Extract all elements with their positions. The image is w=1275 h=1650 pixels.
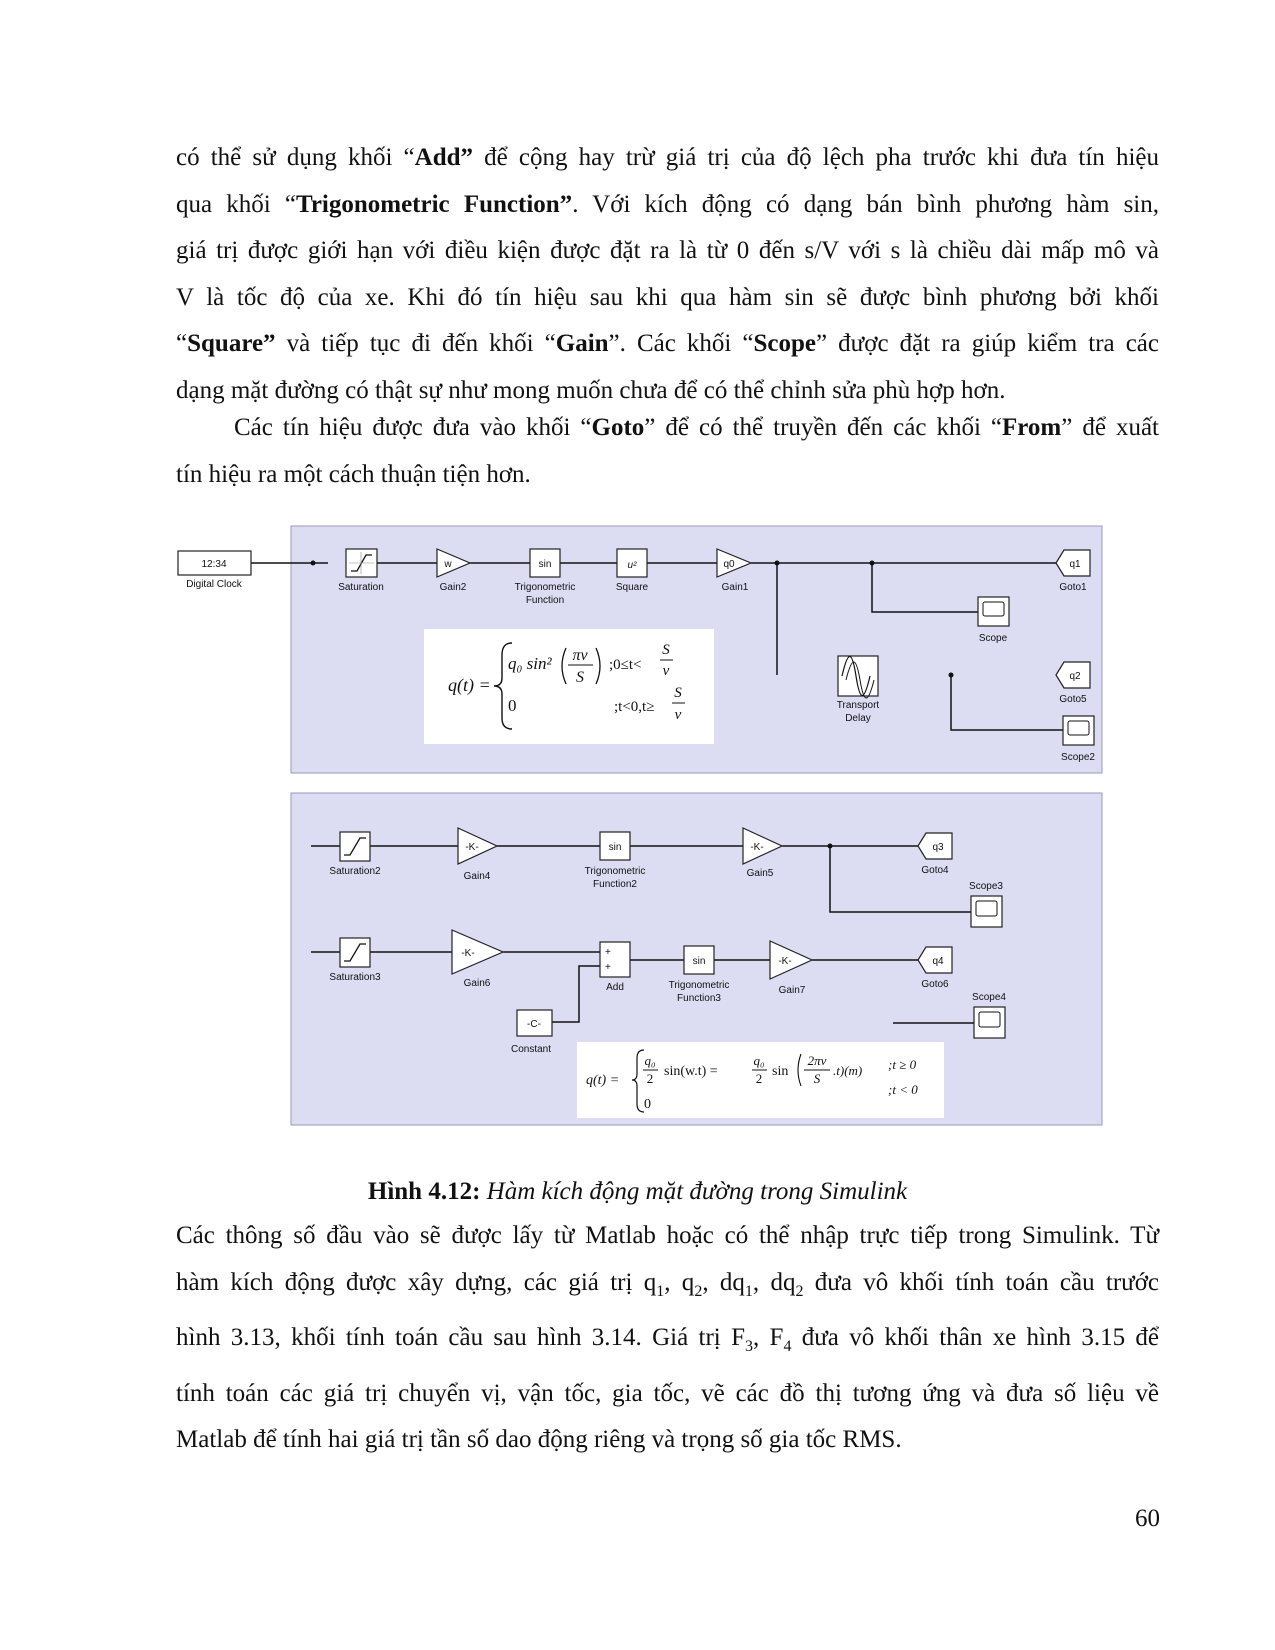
eq2-c1-tail: .t)(m) (833, 1063, 863, 1078)
text-run: Các thông số đầu vào sẽ được lấy từ Matlab hoặc có thể nhập trực tiếp trong Simulink. Từ (176, 1222, 1159, 1249)
subscript: 2 (694, 1282, 703, 1300)
page-number: 60 (1135, 1505, 1160, 1532)
simulink-diagram-2 (291, 793, 1102, 1125)
saturation2-label: Saturation2 (329, 866, 381, 877)
trig-function2-text: sin (608, 842, 622, 853)
figure-caption (0, 1178, 1275, 1206)
gain7-value: -K- (778, 956, 792, 967)
text-run: đưa vô khối tính toán cầu trước (803, 1268, 1160, 1296)
eq2-c1a-den: 2 (646, 1071, 654, 1086)
eq1-cond1-den: v (662, 663, 670, 679)
text-run: , dq (752, 1268, 796, 1296)
eq2-frac-den: S (813, 1071, 821, 1086)
text-line (176, 1417, 1159, 1464)
add-plus-1: + (605, 947, 611, 958)
goto5-label: Goto5 (1059, 694, 1087, 705)
branch-point (311, 561, 316, 566)
bold-term: Scope (753, 330, 817, 357)
trig-function-label-2: Function (525, 595, 565, 606)
digital-clock-display: 12:34 (201, 559, 227, 570)
text-run: đưa vô khối thân xe hình 3.15 để (791, 1324, 1159, 1351)
trig-function2-label-2: Function2 (593, 879, 637, 890)
eq2-frac-num: 2πv (807, 1053, 827, 1068)
transport-delay-block[interactable] (838, 656, 878, 696)
bold-term: Square” (187, 330, 276, 357)
bold-term: Goto (591, 414, 645, 441)
goto6-label: Goto6 (921, 979, 949, 990)
paragraph-3 (176, 1213, 1159, 1464)
caption-text: Hàm kích động mặt đường trong Simulink (480, 1178, 908, 1205)
eq1-case2-cond: ;t<0,t≥ (614, 699, 655, 715)
subscript: 1 (656, 1282, 665, 1300)
add-label: Add (606, 982, 624, 993)
text-run: ”. Các khối “ (608, 330, 754, 357)
subscript: 3 (744, 1338, 753, 1355)
square-text: u² (627, 560, 637, 571)
transport-delay-label-2: Delay (845, 713, 871, 724)
scope3-screen-icon (976, 901, 997, 916)
text-run: và tiếp tục đi đến khối “ (275, 330, 556, 357)
eq2-c1b-fn: sin (772, 1064, 789, 1079)
text-line (176, 1315, 1159, 1371)
text-run: tín hiệu ra một cách thuận tiện hơn. (176, 460, 531, 488)
eq2-c1-cond: ;t ≥ 0 (888, 1057, 917, 1072)
text-run: dạng mặt đường có thật sự như mong muốn chưa để có thể chỉnh sửa phù hợp hơn. (176, 376, 1006, 404)
eq1-lhs: q(t) = (448, 675, 491, 695)
eq1-case1-coef: q₀ sin² (508, 654, 552, 673)
gain2-label: Gain2 (439, 582, 467, 593)
eq2-lhs: q(t) = (586, 1073, 620, 1088)
text-run: , q (664, 1268, 695, 1296)
scope2-label: Scope2 (1061, 752, 1095, 763)
scope3-label: Scope3 (969, 881, 1003, 892)
eq2-c1b-num: q₀ (753, 1053, 765, 1068)
text-run: có thể sử dụng khối “ (176, 144, 415, 171)
gain5-label: Gain5 (746, 868, 774, 879)
branch-point (949, 673, 954, 678)
text-run: V là tốc độ của xe. Khi đó tín hiệu sau khi qua hàm sin sẽ được bình phương bởi khối (176, 283, 1159, 311)
gain7-label: Gain7 (778, 985, 806, 996)
text-run: qua khối “ (176, 190, 296, 218)
gain4-label: Gain4 (463, 871, 491, 882)
eq2-c2-cond: ;t < 0 (888, 1082, 918, 1097)
eq2-c1a-num: q₀ (644, 1053, 656, 1068)
transport-delay-label-1: Transport (836, 700, 880, 711)
eq1-S: S (576, 669, 584, 686)
text-line (176, 1213, 1159, 1260)
saturation3-label: Saturation3 (329, 972, 381, 983)
text-line (176, 1260, 1159, 1316)
text-run: ” được đặt ra giúp kiểm tra các (816, 330, 1160, 357)
constant-value: -C- (527, 1019, 541, 1030)
add-plus-2: + (605, 962, 611, 973)
simulink-diagram-1 (178, 526, 1102, 773)
saturation-label: Saturation (338, 582, 384, 593)
scope4-screen-icon (979, 1012, 1000, 1027)
bold-term: From (1002, 414, 1062, 441)
text-run: Các tín hiệu được đưa vào khối “ (234, 414, 592, 441)
bold-term: Trigonometric Function” (296, 190, 573, 218)
trig-function-label-1: Trigonometric (514, 582, 576, 593)
scope4-label: Scope4 (972, 992, 1006, 1003)
eq1-cond2-den: v (674, 707, 682, 723)
bold-term: Add” (414, 144, 474, 171)
text-run: , dq (702, 1268, 745, 1296)
text-run: giá trị được giới hạn với điều kiện được đặt ra là từ 0 đến s/V với s là chiều dài mấp mô và (176, 237, 1159, 264)
subscript: 4 (783, 1338, 792, 1355)
text-run: Matlab để tính hai giá trị tần số dao động riêng và trọng số gia tốc RMS. (176, 1426, 902, 1453)
gain1-value: q0 (723, 559, 735, 570)
goto1-tag: q1 (1069, 559, 1081, 570)
text-run: . Với kích động có dạng bán bình phương hàm sin, (572, 190, 1159, 218)
eq1-cond2-num: S (674, 685, 682, 701)
trig-function-text: sin (538, 559, 552, 570)
goto1-label: Goto1 (1059, 582, 1087, 593)
subscript: 1 (744, 1282, 753, 1300)
gain6-label: Gain6 (463, 978, 491, 989)
eq1-cond1-num: S (662, 642, 670, 658)
gain4-value: -K- (465, 842, 479, 853)
eq1-pi-v: πv (572, 647, 588, 664)
text-run: ” để xuất (1061, 414, 1160, 441)
goto6-tag: q4 (932, 956, 944, 967)
eq1-case2-zero: 0 (508, 696, 517, 715)
subscript: 2 (795, 1282, 804, 1300)
eq2-c1a-fn: sin(w.t) = (664, 1064, 718, 1079)
eq2-c2-zero: 0 (644, 1097, 651, 1112)
goto4-label: Goto4 (921, 865, 949, 876)
scope2-screen-icon (1068, 721, 1089, 735)
text-run: , F (752, 1324, 784, 1351)
goto5-tag: q2 (1069, 671, 1081, 682)
text-run: hàm kích động được xây dựng, các giá trị q (176, 1268, 657, 1296)
text-run: tính toán các giá trị chuyển vị, vận tốc, gia tốc, vẽ các đồ thị tương ứng và đưa số liệu về (176, 1379, 1159, 1407)
trig-function3-text: sin (692, 956, 706, 967)
text-line (176, 1371, 1159, 1418)
text-run: ” để có thể truyền đến các khối “ (644, 414, 1002, 441)
trig-function3-label-2: Function3 (677, 993, 721, 1004)
text-run: “ (176, 330, 188, 357)
gain5-value: -K- (750, 842, 764, 853)
trig-function2-label-1: Trigonometric (584, 866, 646, 877)
trig-function3-label-1: Trigonometric (668, 980, 730, 991)
text-run: để cộng hay trừ giá trị của độ lệch pha trước khi đưa tín hiệu (473, 144, 1159, 171)
scope-screen-icon (983, 602, 1004, 616)
constant-label: Constant (510, 1044, 552, 1055)
text-run: hình 3.13, khối tính toán cầu sau hình 3.14. Giá trị F (176, 1324, 745, 1351)
square-label: Square (615, 582, 649, 593)
gain2-value: w (444, 559, 452, 570)
goto4-tag: q3 (932, 842, 944, 853)
scope-label: Scope (978, 633, 1008, 644)
bold-term: Gain (555, 330, 609, 357)
gain6-value: -K- (461, 948, 475, 959)
gain1-label: Gain1 (721, 582, 749, 593)
caption-label: Hình 4.12: (367, 1178, 481, 1205)
digital-clock-label: Digital Clock (186, 579, 242, 590)
eq1-case1-cond: ;0≤t< (609, 657, 642, 673)
eq2-c1b-den: 2 (755, 1071, 763, 1086)
